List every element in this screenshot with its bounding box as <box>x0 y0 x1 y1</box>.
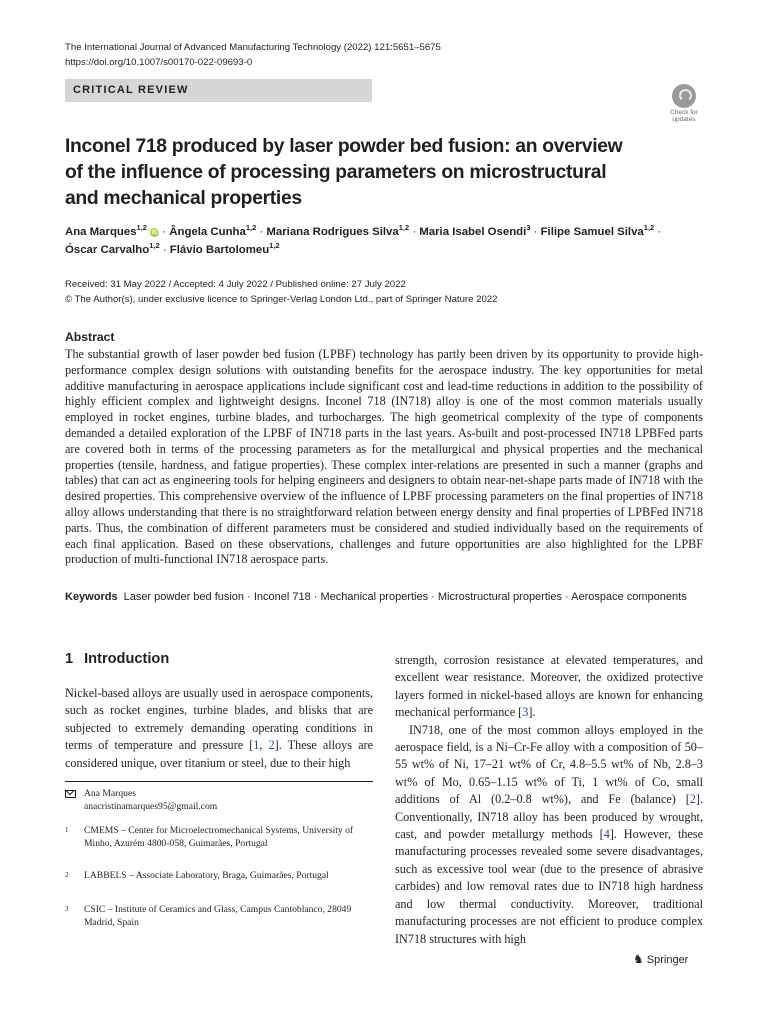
envelope-icon <box>65 790 76 798</box>
abstract-text: The substantial growth of laser powder bed fusion (LPBF) technology has partly been driven by its opportunity to provide high-performance complex design solutions with outstanding benefits for the aerospace industry. The key opportunities for metal additive manufacturing in aerospace applications include significant cost and lead-time reductions in addition to the possibility of highly efficient complex and lightweight designs. Inconel 718 (IN718) alloy is one of the most common materials usually employed in rocket engines, turbine blades, and turbocharges. The high geometrical complexity of the type of components demanded a detailed exploration of the LPBF of IN718 parts in the last years. As-built and post-processed IN718 LPBFed parts are covered both in terms of the processing parameters as for the metallurgical and physical properties and the mechanical properties (tensile, hardness, and fatigue properties). These complex inter-relations are presented in such a manner (graphs and tables) that can act as engineering tools for helping engineers and designers to obtain near-net-shape parts made of IN718 with the desired properties. This comprehensive overview of the influence of LPBF processing parameters on the final properties of IN718 alloy allows understanding that there is no straightforward relation between energy density and final properties of LPBFed IN718 parts. Thus, the combination of different parameters must be considered and studied individually based on the requirements of each final application. Based on these observations, challenges and future opportunities are also highlighted for the LPBF production of multi-functional IN718 aerospace parts. <box>65 347 703 567</box>
section-title: Introduction <box>84 651 170 667</box>
corresponding-author <box>65 787 373 817</box>
citation-link[interactable]: 4 <box>603 827 610 842</box>
paragraph: Nickel-based alloys are usually used in aerospace components, such as rocket engines, turbine blades, and blisks that are subjected to extremely demanding operating conditions in terms of temperature and pressure [1, 2]. These alloys are considered unique, over titanium or steel, due to their high <box>65 686 373 770</box>
orcid-icon[interactable]: iD <box>151 229 158 236</box>
author-name[interactable]: Maria Isabel Osendi <box>419 226 527 238</box>
author-name[interactable]: Filipe Samuel Silva <box>540 226 644 238</box>
publisher-logo <box>633 952 688 966</box>
body-column-left <box>65 685 373 772</box>
paragraph: IN718, one of the most common alloys employed in the aerospace field, is a Ni–Cr-Fe alloy with a composition of 50–55 wt% of Ni, 17–21 wt% of Cr, 4.8–5.5 wt% of Nb, 2.8–3 wt% of Mo, 0.65–1.15 wt% of Ti, 1 wt% of Co, small additions of Al (0.2–0.8 wt%), and Fe (balance) [2]. Conventionally, IN718 alloy has been produced by wrought, cast, and powder metallurgy methods [4]. However, these manufacturing processes revealed some severe disadvantages, such as excessive tool wear (due to the presence of abrasive carbides) and low removal rates due to IN718 high hardness and low thermal conductivity. Moreover, traditional manufacturing processes are not efficient to produce complex IN718 structures with high <box>395 722 703 946</box>
publication-dates <box>65 277 497 307</box>
article-title: Inconel 718 produced by laser powder bed fusion: an overview of the influence of processing parameters on microstructural and mechanical properties <box>65 136 623 209</box>
author-name[interactable]: Ângela Cunha <box>169 226 246 238</box>
publisher-name: Springer <box>646 954 689 966</box>
author-affiliation: 1,2 <box>245 223 257 233</box>
footnote-divider <box>65 781 373 782</box>
section-number: 1 <box>65 651 74 667</box>
author-affiliation: 1,2 <box>136 223 147 233</box>
corresponding-email[interactable]: anacristinamarques95@gmail.com <box>84 801 218 812</box>
author-affiliation: 1,2 <box>643 223 655 233</box>
article-type-banner: CRITICAL REVIEW <box>65 79 372 102</box>
body-column-right <box>395 652 703 948</box>
corresponding-name: Ana Marques <box>84 788 136 799</box>
citation-link[interactable]: 2 <box>689 792 696 807</box>
author-list: Ana Marques$^{1,2}$ iD · Ângela Cunha$^{1,2}$ · Mariana Rodrigues Silva$^{1,2}$ · Maria Isabel Osendi$^3$ · Filipe Samuel Silva$^{1,2}$ · Óscar Carvalho$^{1,2}$ · Flávio Bartolomeu$^{1,2}$ <box>65 223 662 256</box>
section-heading <box>65 651 180 667</box>
author-name[interactable]: Flávio Bartolomeu <box>169 243 270 256</box>
copyright-line: © The Author(s), under exclusive licence to Springer-Verlag London Ltd., part of Springer Nature 2022 <box>65 294 498 305</box>
affiliation-text: LABBELS – Associate Laboratory, Braga, Guimarães, Portugal <box>84 870 329 881</box>
keywords-label: Keywords <box>65 591 118 603</box>
keywords-list: Laser powder bed fusion · Inconel 718 · Mechanical properties · Microstructural properties · Aerospace components <box>123 591 687 603</box>
doi-link[interactable]: https://doi.org/10.1007/s00170-022-09693-0 <box>65 57 253 68</box>
author-affiliation: 3 <box>526 223 531 233</box>
crossmark-label-1: Check for <box>670 109 698 116</box>
affiliation-text: CSIC – Institute of Ceramics and Glass, Campus Cantoblanco, 28049 Madrid, Spain <box>84 904 352 928</box>
author-affiliation: 1,2 <box>398 223 410 233</box>
affiliation-footnote <box>65 903 373 931</box>
citation-link[interactable]: 3 <box>522 705 529 720</box>
affiliation-text: CMEMS – Center for Microelectromechanical Systems, University of Minho, Azurém 4800-058, Guimarães, Portugal <box>84 825 354 849</box>
citation-link[interactable]: 2 <box>268 738 275 753</box>
author-affiliation: 1,2 <box>149 240 160 250</box>
check-for-updates-badge[interactable] <box>664 84 704 124</box>
author-name[interactable]: Ana Marques <box>65 226 137 238</box>
author-name[interactable]: Mariana Rodrigues Silva <box>266 226 399 238</box>
paragraph: strength, corrosion resistance at elevated temperatures, and excellent wear resistance. Moreover, the oxidized protective layers formed in nickel-based alloys are known for enhancing mechanical performance [3]. <box>395 653 703 720</box>
affiliation-footnote <box>65 824 373 864</box>
crossmark-icon <box>672 84 696 108</box>
affiliation-mark: 2 <box>65 871 69 879</box>
keywords <box>65 589 703 606</box>
journal-header <box>65 40 441 70</box>
journal-citation: The International Journal of Advanced Manufacturing Technology (2022) 121:5651–5675 <box>65 42 441 53</box>
author-name[interactable]: Óscar Carvalho <box>65 243 150 256</box>
abstract-heading: Abstract <box>65 330 115 344</box>
affiliation-mark: 1 <box>65 826 69 834</box>
affiliation-footnote <box>65 869 373 897</box>
citation-link[interactable]: 1 <box>253 738 260 753</box>
springer-horse-icon: ♞ <box>633 952 644 966</box>
received-accepted-published: Received: 31 May 2022 / Accepted: 4 July 2022 / Published online: 27 July 2022 <box>65 279 406 290</box>
crossmark-label-2: updates <box>672 116 696 123</box>
affiliation-mark: 3 <box>65 905 69 913</box>
author-affiliation: 1,2 <box>269 240 280 250</box>
